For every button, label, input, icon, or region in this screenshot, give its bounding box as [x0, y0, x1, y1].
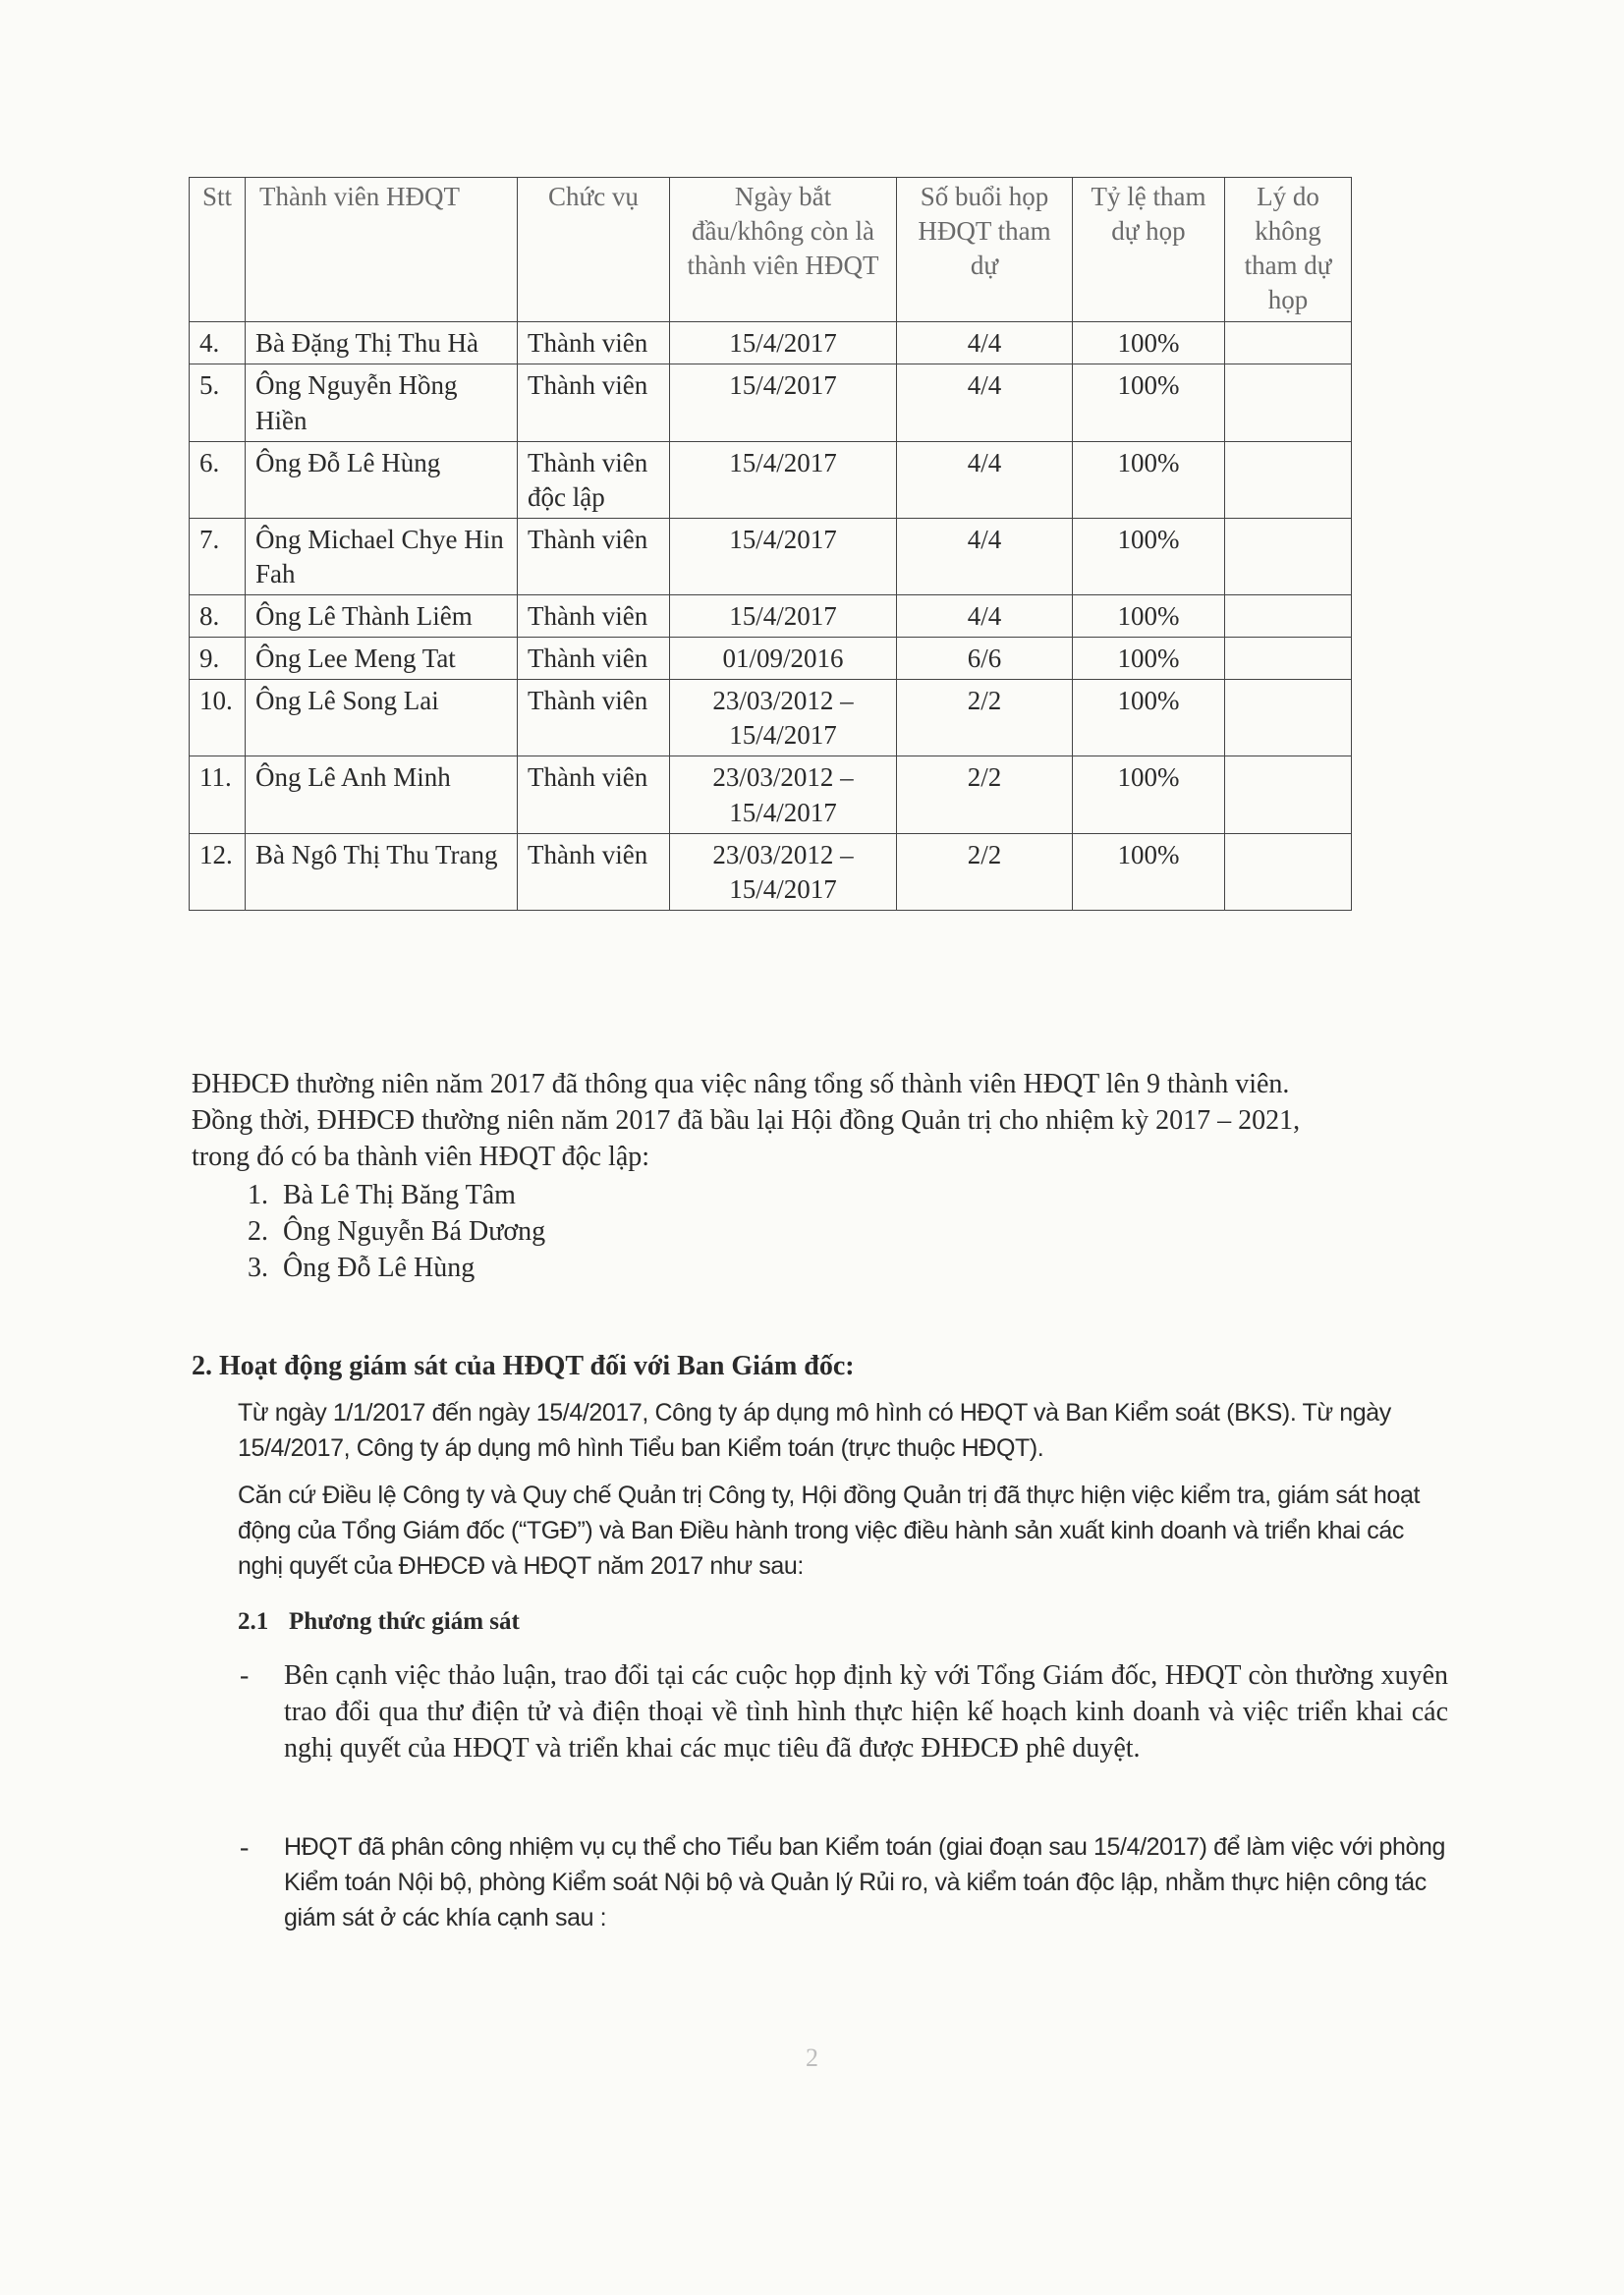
cell-meetings: 2/2 [897, 680, 1073, 756]
cell-date: 15/4/2017 [670, 441, 897, 518]
bullet-text: HĐQT đã phân công nhiệm vụ cụ thể cho Tiểu ban Kiểm toán (giai đoạn sau 15/4/2017) để làm việc với phòng Kiểm toán Nội bộ, phòng Kiểm soát Nội bộ và Quản lý Rủi ro, và kiểm toán độc lập, nhằm thực hiện công tác giám sát ở các khía cạnh sau : [284, 1833, 1446, 1931]
cell-stt: 12. [190, 833, 246, 910]
section-2-para-2-line-2: động của Tổng Giám đốc (“TGĐ”) và Ban Điều hành trong việc điều hành sản xuất kinh doanh và triển khai các [238, 1517, 1405, 1544]
cell-name: Ông Lê Song Lai [246, 680, 518, 756]
cell-meetings: 4/4 [897, 441, 1073, 518]
cell-rate: 100% [1073, 322, 1225, 364]
cell-reason [1225, 638, 1352, 680]
cell-reason [1225, 680, 1352, 756]
cell-rate: 100% [1073, 680, 1225, 756]
cell-rate: 100% [1073, 518, 1225, 594]
table-row [190, 833, 1352, 910]
intro-line-3: trong đó có ba thành viên HĐQT độc lập: [192, 1142, 650, 1172]
cell-rate: 100% [1073, 638, 1225, 680]
cell-date: 23/03/2012 – 15/4/2017 [670, 756, 897, 833]
cell-reason [1225, 595, 1352, 638]
cell-stt: 6. [190, 441, 246, 518]
subsection-number: 2.1 [238, 1608, 269, 1635]
cell-meetings: 4/4 [897, 518, 1073, 594]
cell-name: Ông Lê Anh Minh [246, 756, 518, 833]
cell-stt: 4. [190, 322, 246, 364]
cell-date: 15/4/2017 [670, 364, 897, 441]
bullet-item-2 [240, 1829, 1448, 1935]
cell-stt: 9. [190, 638, 246, 680]
header-reason: Lý do không tham dự họp [1225, 178, 1352, 322]
cell-rate: 100% [1073, 756, 1225, 833]
section-2-para-2-line-1: Căn cứ Điều lệ Công ty và Quy chế Quản trị Công ty, Hội đồng Quản trị đã thực hiện việc kiểm tra, giám sát hoạt [238, 1482, 1421, 1509]
list-item: 1. Bà Lê Thị Băng Tâm [275, 1177, 545, 1213]
bullet-marker: - [240, 1832, 250, 1863]
table-row [190, 518, 1352, 594]
cell-position: Thành viên [518, 638, 670, 680]
cell-position: Thành viên [518, 756, 670, 833]
header-position: Chức vụ [518, 178, 670, 322]
cell-reason [1225, 322, 1352, 364]
cell-meetings: 2/2 [897, 833, 1073, 910]
cell-name: Ông Nguyễn Hồng Hiền [246, 364, 518, 441]
cell-stt: 8. [190, 595, 246, 638]
table-row [190, 756, 1352, 833]
cell-reason [1225, 441, 1352, 518]
cell-rate: 100% [1073, 833, 1225, 910]
cell-reason [1225, 756, 1352, 833]
cell-meetings: 2/2 [897, 756, 1073, 833]
cell-date: 23/03/2012 – 15/4/2017 [670, 833, 897, 910]
cell-rate: 100% [1073, 364, 1225, 441]
header-member: Thành viên HĐQT [246, 178, 518, 322]
cell-stt: 11. [190, 756, 246, 833]
cell-position: Thành viên [518, 680, 670, 756]
cell-name: Ông Lê Thành Liêm [246, 595, 518, 638]
cell-position: Thành viên [518, 518, 670, 594]
intro-line-2: Đồng thời, ĐHĐCĐ thường niên năm 2017 đã bầu lại Hội đồng Quản trị cho nhiệm kỳ 2017 – 2021, [192, 1105, 1301, 1136]
cell-name: Bà Ngô Thị Thu Trang [246, 833, 518, 910]
table-header-row [190, 178, 1352, 322]
section-2-para-2-line-3: nghị quyết của ĐHĐCĐ và HĐQT năm 2017 như sau: [238, 1552, 804, 1580]
subsection-heading [238, 1608, 520, 1636]
table-row [190, 680, 1352, 756]
cell-name: Bà Đặng Thị Thu Hà [246, 322, 518, 364]
cell-stt: 10. [190, 680, 246, 756]
cell-stt: 5. [190, 364, 246, 441]
table-row [190, 595, 1352, 638]
cell-date: 15/4/2017 [670, 322, 897, 364]
cell-position: Thành viên [518, 595, 670, 638]
cell-reason [1225, 833, 1352, 910]
cell-meetings: 4/4 [897, 364, 1073, 441]
subsection-title: Phương thức giám sát [289, 1608, 520, 1635]
cell-stt: 7. [190, 518, 246, 594]
cell-rate: 100% [1073, 595, 1225, 638]
list-item: 3. Ông Đỗ Lê Hùng [275, 1250, 545, 1286]
cell-meetings: 6/6 [897, 638, 1073, 680]
table-row [190, 322, 1352, 364]
table-row [190, 638, 1352, 680]
table-row [190, 364, 1352, 441]
cell-date: 23/03/2012 – 15/4/2017 [670, 680, 897, 756]
cell-date: 01/09/2016 [670, 638, 897, 680]
cell-rate: 100% [1073, 441, 1225, 518]
board-members-table [189, 177, 1352, 911]
header-rate: Tỷ lệ tham dự họp [1073, 178, 1225, 322]
bullet-text: Bên cạnh việc thảo luận, trao đổi tại các cuộc họp định kỳ với Tổng Giám đốc, HĐQT còn thường xuyên trao đổi qua thư điện tử và điện thoại về tình hình thực hiện kế hoạch kinh doanh và việc triển khai các nghị quyết của HĐQT và triển khai các mục tiêu đã được ĐHĐCĐ phê duyệt. [284, 1660, 1448, 1763]
list-item: 2. Ông Nguyễn Bá Dương [275, 1213, 545, 1250]
header-date: Ngày bắt đầu/không còn là thành viên HĐQT [670, 178, 897, 322]
section-2-para-1-line-1: Từ ngày 1/1/2017 đến ngày 15/4/2017, Công ty áp dụng mô hình có HĐQT và Ban Kiểm soát (BKS). Từ ngày [238, 1399, 1391, 1427]
table-row [190, 441, 1352, 518]
section-2-heading: 2. Hoạt động giám sát của HĐQT đối với Ban Giám đốc: [192, 1351, 855, 1381]
cell-date: 15/4/2017 [670, 518, 897, 594]
cell-position: Thành viên độc lập [518, 441, 670, 518]
cell-meetings: 4/4 [897, 595, 1073, 638]
cell-reason [1225, 518, 1352, 594]
cell-reason [1225, 364, 1352, 441]
independent-members-list [236, 1177, 545, 1286]
cell-name: Ông Lee Meng Tat [246, 638, 518, 680]
cell-position: Thành viên [518, 322, 670, 364]
intro-line-1: ĐHĐCĐ thường niên năm 2017 đã thông qua việc nâng tổng số thành viên HĐQT lên 9 thành viên. [192, 1069, 1290, 1099]
cell-position: Thành viên [518, 833, 670, 910]
cell-position: Thành viên [518, 364, 670, 441]
cell-meetings: 4/4 [897, 322, 1073, 364]
page-number: 2 [806, 2043, 818, 2072]
bullet-marker: - [240, 1660, 250, 1691]
bullet-item-1 [240, 1657, 1448, 1766]
cell-name: Ông Michael Chye Hin Fah [246, 518, 518, 594]
cell-name: Ông Đỗ Lê Hùng [246, 441, 518, 518]
cell-date: 15/4/2017 [670, 595, 897, 638]
header-meetings: Số buổi họp HĐQT tham dự [897, 178, 1073, 322]
section-2-para-1-line-2: 15/4/2017, Công ty áp dụng mô hình Tiểu ban Kiểm toán (trực thuộc HĐQT). [238, 1434, 1044, 1462]
header-stt: Stt [190, 178, 246, 322]
